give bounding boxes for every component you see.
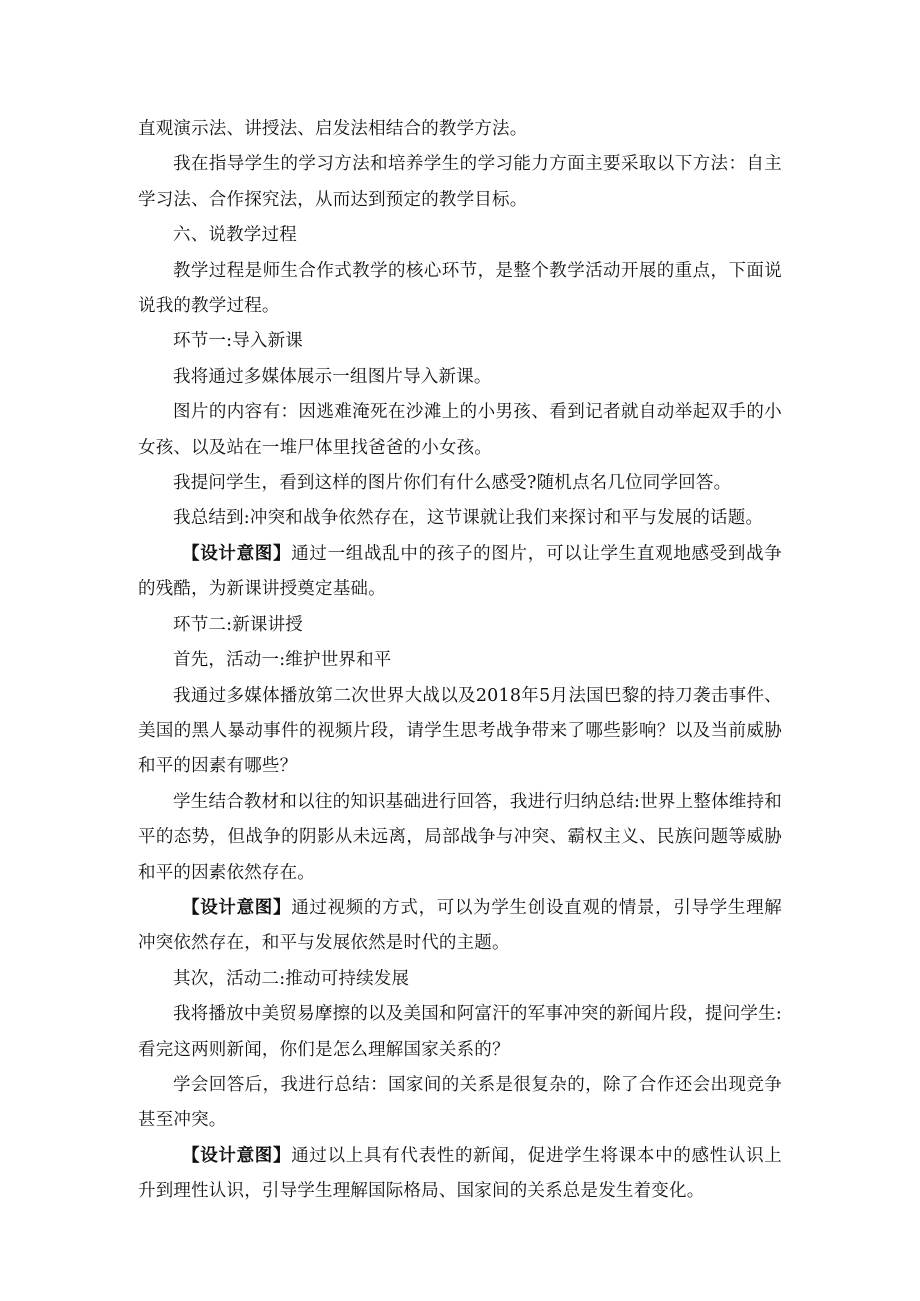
design-intent-tag: 【设计意图】 <box>182 897 292 918</box>
design-intent-text: 通过以上具有代表性的新闻，促进学生将课本中的感性认识上升到理性认识，引导学生理解国际格局、国家间的关系总是发生着变化。 <box>138 1145 782 1202</box>
paragraph-summary-relations: 学会回答后，我进行总结：国家间的关系是很复杂的，除了合作还会出现竞争甚至冲突。 <box>138 1074 782 1131</box>
paragraph-teaching-methods: 直观演示法、讲授法、启发法相结合的教学方法。 <box>138 119 528 139</box>
paragraph-student-answers: 学生结合教材和以往的知识基础进行回答，我进行归纳总结:世界上整体维持和平的态势，但战争的阴影从未远离，局部战争与冲突、霸权主义、民族问题等威胁和平的因素依然存在。 <box>138 791 782 883</box>
paragraph-video-clips: 我通过多媒体播放第二次世界大战以及2018年5月法国巴黎的持刀袭击事件、美国的黑人暴动事件的视频片段，请学生思考战争带来了哪些影响？以及当前威胁和平的因素有哪些？ <box>138 685 782 777</box>
step-heading-introduction: 环节一:导入新课 <box>173 331 303 352</box>
paragraph-process-intro: 教学过程是师生合作式教学的核心环节，是整个教学活动开展的重点，下面说说我的教学过程。 <box>138 260 782 317</box>
paragraph-news-clips: 我将播放中美贸易摩擦的以及美国和阿富汗的军事冲突的新闻片段，提问学生:看完这两则新闻，你们是怎么理解国家关系的？ <box>138 1004 782 1060</box>
paragraph-image-contents: 图片的内容有：因逃难淹死在沙滩上的小男孩、看到记者就自动举起双手的小女孩、以及站在一堆尸体里找爸爸的小女孩。 <box>138 402 782 458</box>
section-heading-teaching-process: 六、说教学过程 <box>173 225 297 246</box>
paragraph-multimedia-images: 我将通过多媒体展示一组图片导入新课。 <box>173 366 492 387</box>
design-intent-tag: 【设计意图】 <box>182 543 292 564</box>
paragraph-summary-conflict: 我总结到:冲突和战争依然存在，这节课就让我们来探讨和平与发展的话题。 <box>173 508 764 529</box>
paragraph-design-intent-1 <box>138 537 782 608</box>
paragraph-design-intent-2 <box>138 891 782 962</box>
design-intent-tag: 【设计意图】 <box>182 1145 292 1166</box>
activity-heading-sustainable-development: 其次，活动二:推动可持续发展 <box>173 968 410 989</box>
step-heading-new-lesson: 环节二:新课讲授 <box>173 614 303 635</box>
activity-heading-peace: 首先，活动一:维护世界和平 <box>173 650 392 671</box>
document-body <box>138 112 782 1210</box>
paragraph-learning-methods: 我在指导学生的学习方法和培养学生的学习能力方面主要采取以下方法：自主学习法、合作探究法，从而达到预定的教学目标。 <box>138 154 782 210</box>
paragraph-design-intent-3 <box>138 1139 782 1210</box>
paragraph-question-students: 我提问学生，看到这样的图片你们有什么感受?随机点名几位同学回答。 <box>173 473 732 494</box>
design-intent-text: 通过一组战乱中的孩子的图片，可以让学生直观地感受到战争的残酷，为新课讲授奠定基础。 <box>138 543 782 600</box>
design-intent-text: 通过视频的方式，可以为学生创设直观的情景，引导学生理解冲突依然存在，和平与发展依然是时代的主题。 <box>138 897 782 954</box>
